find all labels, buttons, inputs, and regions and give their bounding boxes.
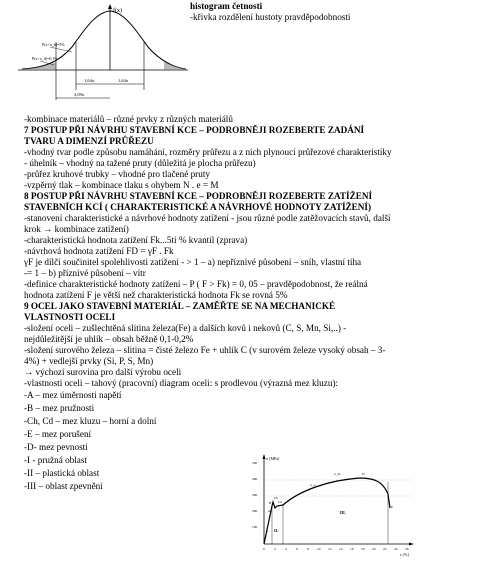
x-tick: 2 (274, 547, 276, 551)
text-line: -vhodný tvar podle způsobu namáhání, rozměry průřezu a z nich plynoucí průřezové charakteristiky (24, 147, 392, 157)
region-label-ii: II. (274, 528, 279, 533)
point-label-e: E (391, 505, 394, 509)
text-line: -= 1 – b) příznivé působení – vítr (24, 268, 146, 278)
x-tick: 12 (328, 547, 332, 551)
stress-x-label: ε [%] (400, 552, 409, 557)
text-line: - úhelník – vhodný na tažené pruty (důležitá je plocha průřezu) (24, 158, 256, 168)
x-tick: 6 (296, 547, 298, 551)
x-tick: 20 (372, 547, 376, 551)
x-tick: 26 (405, 547, 409, 551)
list-item: -D- mez pevnosti (24, 442, 88, 452)
y-tick: 500 (252, 461, 258, 465)
y-tick: 400 (252, 477, 258, 481)
x-tick: 18 (361, 547, 365, 551)
x-tick: 4 (285, 547, 287, 551)
text-line: -složení oceli – zušlechtěná slitina železa(Fe) a dalších kovů i nekovů (C, S, Mn, Si,..) - (24, 323, 347, 333)
text-line: 9 OCEL JAKO STAVEBNÍ MATERIÁL – ZAMĚŘTE SE NA MECHANICKÉ (24, 301, 336, 311)
text-line: -stanovení charakteristické a návrhové hodnoty zatížení - jsou různé podle zatěžovacích stavů, další (24, 213, 391, 223)
x-tick: 0 (263, 547, 265, 551)
x-tick: 22 (383, 547, 387, 551)
sigma-m-label: σ_m (334, 472, 341, 476)
text-line: VLASTNOSTI OCELI (24, 312, 116, 322)
region-label-i: I. (266, 528, 269, 533)
list-item: -A – mez úměrnosti napětí (24, 390, 122, 400)
text-line: hodnota zatížení F je větší než charakteristická hodnota Fk se rovná 5% (24, 290, 288, 300)
text-line: -vzpěrný tlak – kombinace tlaku s ohybem N . e = M (24, 180, 219, 190)
span-label-b: 1,64σ (118, 78, 129, 83)
list-item: -E – mez porušení (24, 429, 92, 439)
x-ticks (263, 547, 409, 551)
stress-strain-diagram (250, 452, 416, 562)
text-line: STAVEBNÍCH KCÍ ( CHARAKTERISTICKÉ A NÁVRHOVÉ HODNOTY ZATÍŽENÍ) (24, 202, 372, 212)
fx-axis-label: f(x) (113, 8, 122, 14)
x-tick: 16 (350, 547, 354, 551)
x-tick: 14 (339, 547, 343, 551)
text-line: → výchozí surovina pro další výrobu oceli (24, 367, 182, 377)
gauss-figure (14, 2, 190, 110)
stress-y-label: σ [MPa] (266, 456, 280, 461)
region-label-iii: III. (340, 510, 346, 515)
x-tick: 8 (307, 547, 309, 551)
y-tick: 200 (252, 509, 258, 513)
sigma-u-label: σ_u (310, 483, 316, 487)
list-item: -I - pružná oblast (24, 455, 88, 465)
point-label-ch: Ch (274, 496, 279, 500)
point-label-b: B (269, 501, 272, 505)
text-line: 8 POSTUP PŘI NÁVRHU STAVEBNÍ KCE – PODROBNĚJI ROZEBERTE ZATÍŽENÍ (24, 191, 373, 201)
list-item: -B – mez pružnosti (24, 403, 95, 413)
section-heading-histogram: histogram četnosti (190, 1, 263, 11)
y-tick: 100 (252, 525, 258, 529)
point-label-cd: Cd (278, 500, 283, 504)
list-item: -III – oblast zpevnění (24, 481, 103, 491)
span-label-a: 1,64σ (84, 78, 95, 83)
x-tick: 10 (317, 547, 321, 551)
text-line: krok → kombinace zatížení) (24, 224, 129, 234)
text-line: -kombinace materiálů – různé prvky z různých materiálů (24, 114, 233, 124)
tail-label-01: P(x<x_d)=0,1% (32, 56, 58, 61)
text-line: 4%) + vedlejší prvky (Si, P, S, Mn) (24, 356, 154, 366)
y-tick: 300 (252, 493, 258, 497)
text-line: -průřez kruhové trubky – vhodné pro tlačené pruty (24, 169, 210, 179)
span-label-c: 3,09σ (74, 92, 85, 97)
histogram-subtitle: -křivka rozdělení hustoty pravděpodobnosti (190, 12, 351, 22)
point-label-d: D (362, 472, 365, 476)
text-line: -definice charakteristické hodnoty zatížení – P ( F > Fk) = 0, 05 – pravděpodobnost, že reálná (24, 279, 368, 289)
text-line: nejdůležitější je uhlík – obsah běžně 0,1-0,2% (24, 334, 194, 344)
text-line: -návrhová hodnota zatížení FD = γF . Fk (24, 246, 174, 256)
list-item: -Ch, Cd – mez kluzu – horní a dolní (24, 416, 157, 426)
text-line: -vlastnosti oceli – tahový (pracovní) diagram oceli: s prodlevou (výrazná mez kluzu): (24, 378, 339, 388)
text-line: TVARU A DIMENZÍ PRŮŘEZU (24, 136, 154, 146)
text-line: -charakteristická hodnota zatížení Fk...5ti % kvantil (zprava) (24, 235, 248, 245)
y-ticks (252, 461, 258, 529)
list-item: -II – plastická oblast (24, 468, 100, 478)
text-line: 7 POSTUP PŘI NÁVRHU STAVEBNÍ KCE – PODROBNĚJI ROZEBERTE ZADÁNÍ (24, 125, 365, 135)
tail-label-5: P(x<x_k)=5% (42, 42, 65, 47)
x-tick: 24 (394, 547, 398, 551)
point-label-a: A (268, 509, 271, 513)
text-line: -složení surového železa – slitina = čisté železo Fe + uhlík C (v surovém železe vysoký obsah – 3- (24, 345, 386, 355)
text-line: γF je dílčí součinitel spolehlivosti zatížení - > 1 – a) nepříznivé působení – sníh, vlastní tíha (24, 257, 362, 267)
